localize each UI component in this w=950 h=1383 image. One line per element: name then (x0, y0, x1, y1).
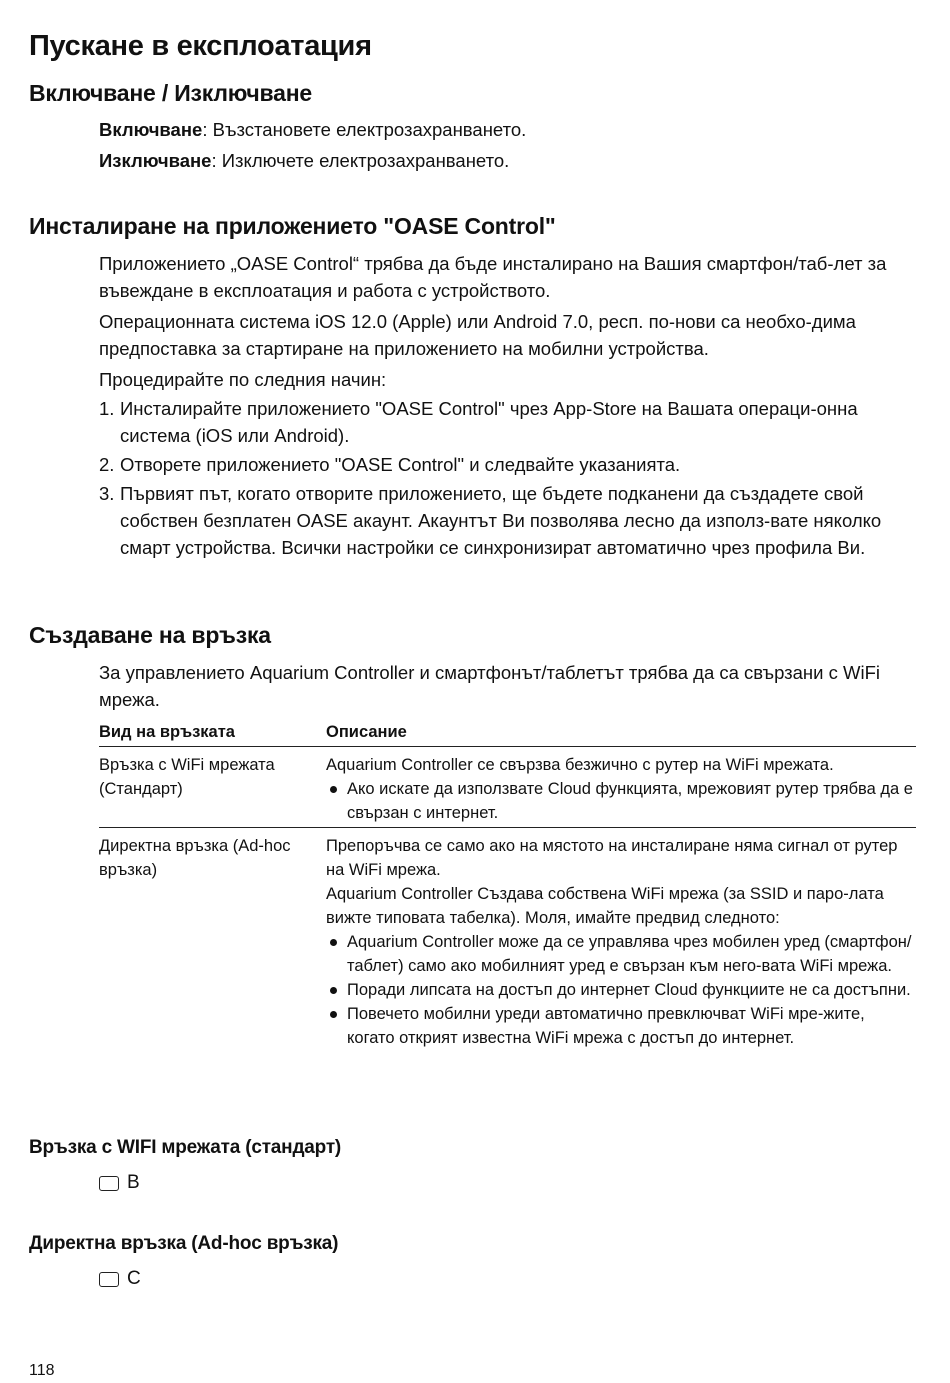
step-text: Първият път, когато отворите приложението, ще бъдете подканени да създадете свой собствен безплатен OASE акаунт. Акаунтът Ви позволява лесно да използ-вате няколко смарт устройства. Всички настройки се синхронизират автоматично чрез профила Ви. (120, 483, 882, 558)
description-text: Aquarium Controller се свързва безжично с рутер на WiFi мрежата. (326, 756, 834, 774)
column-header-description: Описание (326, 723, 407, 741)
app-para-3: Процедирайте по следния начин: (99, 369, 387, 390)
figure-box-icon (99, 1272, 119, 1287)
step-item (99, 451, 915, 478)
on-text: : Възстановете електрозахранването. (202, 119, 527, 140)
off-label: Изключване (99, 150, 212, 171)
bullet-item (326, 930, 916, 978)
connection-table (99, 720, 916, 1052)
bullet-item (326, 978, 916, 1002)
step-text: Отворете приложението "OASE Control" и следвайте указанията. (120, 454, 681, 475)
connection-heading: Създаване на връзка (29, 622, 271, 648)
description-text: Препоръчва се само ако на мястото на инсталиране няма сигнал от рутер на WiFi мрежа. (326, 837, 898, 879)
step-number: 1. (99, 398, 115, 419)
page-number: 118 (29, 1362, 55, 1379)
step-item (99, 480, 915, 561)
figure-reference-b (99, 1171, 140, 1195)
bullet-icon (330, 1011, 337, 1018)
onoff-heading: Включване / Изключване (29, 80, 313, 106)
bullet-icon (330, 939, 337, 946)
bullet-text: Повечето мобилни уреди автоматично превключват WiFi мре-жите, когато открият известна WiFi мрежа с достъп до интернет. (347, 1005, 865, 1047)
off-text: : Изключете електрозахранването. (211, 150, 510, 171)
connection-type: Директна връзка (Ad-hoc връзка) (99, 837, 291, 879)
table-row (99, 747, 916, 827)
connection-intro: За управлението Aquarium Controller и смартфонът/таблетът трябва да са свързани с WiFi мрежа. (99, 662, 880, 710)
description-text-2: Aquarium Controller Създава собствена WiFi мрежа (за SSID и паро-лата вижте типовата табелка). Моля, имайте предвид следното: (326, 885, 884, 927)
bullet-item (326, 1002, 916, 1050)
install-steps (99, 395, 915, 561)
bullet-text: Ако искате да използвате Cloud функцията, мрежовият рутер трябва да е свързан с интернет. (347, 780, 913, 822)
figure-letter: C (127, 1268, 141, 1289)
app-heading: Инсталиране на приложението "OASE Control" (29, 213, 556, 239)
bullet-list (326, 930, 916, 1050)
step-item (99, 395, 915, 449)
bullet-icon (330, 987, 337, 994)
on-line (99, 116, 915, 144)
table-header (99, 720, 916, 747)
page-title: Пускане в експлоатация (29, 30, 372, 62)
step-number: 2. (99, 454, 115, 475)
figure-letter: B (127, 1172, 140, 1193)
app-para-1: Приложението „OASE Control“ трябва да бъде инсталирано на Вашия смартфон/таб-лет за въвеждане в експлоатация и работа с устройството. (99, 253, 887, 301)
step-number: 3. (99, 483, 115, 504)
connection-description (326, 753, 916, 825)
adhoc-heading: Директна връзка (Ad-hoc връзка) (29, 1233, 339, 1254)
off-line (99, 147, 915, 175)
onoff-section (99, 116, 915, 178)
step-text: Инсталирайте приложението "OASE Control" чрез App-Store на Вашата операци-онна система (iOS или Android). (120, 398, 858, 446)
wifi-standard-heading: Връзка с WIFI мрежата (стандарт) (29, 1137, 342, 1158)
app-section (99, 250, 915, 561)
bullet-list (326, 777, 916, 825)
bullet-text: Aquarium Controller може да се управлява чрез мобилен уред (смартфон/таблет) само ако мобилният уред е свързан към него-вата WiFi мрежа. (347, 933, 912, 975)
bullet-item (326, 777, 916, 825)
table-row (99, 827, 916, 1052)
bullet-text: Поради липсата на достъп до интернет Cloud функциите не са достъпни. (347, 981, 911, 999)
bullet-icon (330, 786, 337, 793)
figure-box-icon (99, 1176, 119, 1191)
app-para-2: Операционната система iOS 12.0 (Apple) или Android 7.0, респ. по-нови са необхо-дима предпоставка за стартиране на приложението на мобилни устройства. (99, 311, 856, 359)
connection-description (326, 834, 916, 1050)
column-header-type: Вид на връзката (99, 723, 235, 741)
on-label: Включване (99, 119, 203, 140)
figure-reference-c (99, 1267, 141, 1291)
connection-type: Връзка с WiFi мрежата (Стандарт) (99, 756, 275, 798)
